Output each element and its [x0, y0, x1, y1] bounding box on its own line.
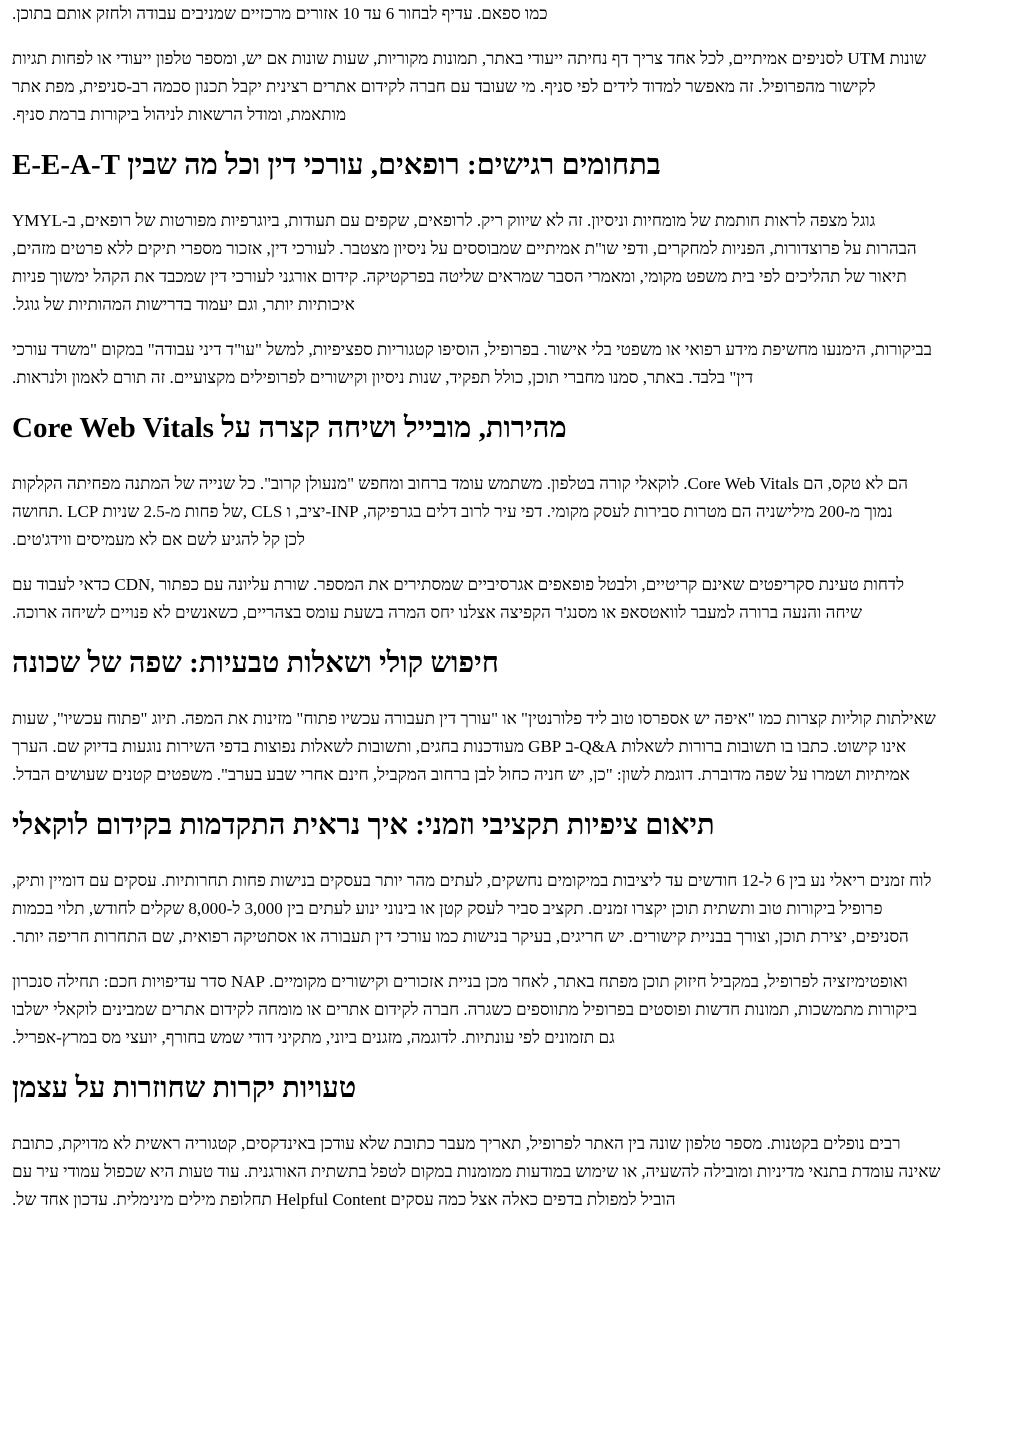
paragraph	[12, 470, 1012, 554]
paragraph-line: הבהרות על פרוצדורות, הפניות למחקרים, ודפי שו"ת אמיתיים שמבוססים על ניסיון מצטבר. לעורכי דין, אזכור מספרי תיקים ללא פרטים מזהים,	[12, 239, 917, 258]
paragraph-line: נמוך מ-200 מילישניה הם מטרות סבירות לעסק מקומי. דפי עיר לרוב דלים בגרפיקה, INP-יציב, ו CLS ,של פחות מ-2.5 שניות LCP .תחושה	[12, 502, 893, 521]
paragraph-line: לוח זמנים ריאלי נע בין 6 ל-12 חודשים עד ליציבות במיקומים נחשקים, לעתים מהר יותר בעסקים בנישות פחות תחרותיות. עסקים עם דומיין ותיק,	[12, 871, 932, 890]
paragraph-line: הסניפים, יצירת תוכן, וצורך בבניית קישורים. יש חריגים, בעיקר בנישות כמו עורכי דין תעבורה או אסתטיקה רפואית, שם התחרות חריפה יותר.	[12, 927, 909, 946]
paragraph-line: לדחות טעינת סקריפטים שאינם קריטיים, ולבטל פופאפים אגרסיביים שמסתירים את המספר. שורת עליונה עם כפתור ,CDN כדאי לעבוד עם	[12, 575, 905, 594]
section-heading: חיפוש קולי ושאלות טבעיות: שפה של שכונה	[12, 647, 499, 679]
paragraph-line: כמו ספאם. עדיף לבחור 6 עד 10 אזורים מרכזיים שמניבים עבודה ולחזק אותם בתוכן.	[12, 4, 548, 23]
paragraph	[12, 207, 1012, 319]
paragraph	[12, 571, 1012, 627]
paragraph-line: ואופטימיזציה לפרופיל, במקביל חיזוק תוכן מפתח באתר, לאחר מכן בניית אזכורים וקישורים מקומיים. NAP סדר עדיפויות חכם: תחילה סנכרון	[12, 972, 908, 991]
paragraph-line: ביקורות מתמשכות, תמונות חדשות ופוסטים בפרופיל מתווספים כשגרה. חברה לקידום אתרים או מומחה לקידום אתרים שמבינים לוקאלי ישלבו	[12, 1000, 918, 1019]
paragraph-line: לכן קל להגיע לשם אם לא מעמיסים ווידג'טים.	[12, 530, 305, 549]
paragraph	[12, 45, 1012, 129]
section-heading: בתחומים רגישים: רופאים, עורכי דין וכל מה שבין E-E-A-T	[12, 149, 661, 181]
paragraph-line: גוגל מצפה לראות חותמת של מומחיות וניסיון. זה לא שיווק ריק. לרופאים, שקפים עם תעודות, ביוגרפיות מפורטות של רופאים, ב-YMYL	[12, 211, 876, 230]
paragraph-line: הוביל למפולת בדפים כאלה אצל כמה עסקים Helpful Content תחלופת מילים מינימלית. עדכון אחד של.	[12, 1190, 676, 1209]
paragraph-line: שיחה והנעה ברורה למעבר לוואטסאפ או מסנג'ר הקפיצה אצלנו יחס המרה בשעת עומס בצהריים, כשאנשים לא פנויים לשיחה ארוכה.	[12, 603, 862, 622]
paragraph-line: בביקורות, הימנעו מחשיפת מידע רפואי או משפטי בלי אישור. בפרופיל, הוסיפו קטגוריות ספציפיות, למשל "עו"ד דיני עבודה" במקום "משרד עורכי	[12, 340, 932, 359]
paragraph-line: לקישור מהפרופיל. זה מאפשר למדוד לידים לפי סניף. מי שעובד עם חברה לקידום אתרים רצינית יקבל תכנון סכמה רב-סניפית, מפת אתר	[12, 77, 876, 96]
paragraph-line: איכותיות יותר, וגם יעמוד בדרישות המהותיות של גוגל.	[12, 295, 355, 314]
section-heading: טעויות יקרות שחוזרות על עצמן	[12, 1072, 357, 1104]
paragraph	[12, 0, 1012, 28]
paragraph-line: אינו קישוט. כתבו בו תשובות ברורות לשאלות Q&A-ב GBP מעודכנות בחגים, ותשובות לשאלות נפוצות בדפי השירות נוגעות בדיוק שם. הערך	[12, 737, 907, 756]
paragraph-line: מותאמת, ומודל הרשאות לניהול ביקורות ברמת סניף.	[12, 105, 347, 124]
paragraph-line: שאינה עומדת בתנאי מדיניות ומובילה להשעיה, או שימוש במודעות ממומנות במקום לטפל בתשתית האורגנית. עוד טעות היא שכפול עמודי עיר עם	[12, 1162, 941, 1181]
paragraph-line: שונות UTM לסניפים אמיתיים, לכל אחד צריך דף נחיתה ייעודי באתר, תמונות מקוריות, שעות שונות אם יש, ומספר טלפון ייעודי או לפחות תגיות	[12, 49, 927, 68]
paragraph-line: שאילתות קוליות קצרות כמו "איפה יש אספרסו טוב ליד פלורנטין" או "עורך דין תעבורה עכשיו פתוח" מזינות את המפה. תיוג "פתוח עכשיו", שעות	[12, 709, 936, 728]
paragraph-line: גם תזמונים לפי עונתיות. לדוגמה, מזגנים ביוני, מתקיני דודי שמש בחורף, יועצי מס במרץ-אפריל.	[12, 1028, 615, 1047]
paragraph-line: דין" בלבד. באתר, סמנו מחברי תוכן, כולל תפקיד, שנות ניסיון וקישורים לפרופילים מקצועיים. זה תורם לאמון ולנראות.	[12, 368, 754, 387]
paragraph-line: אמיתיות ושמרו על שפה מדוברת. דוגמת לשון: "כן, יש חניה כחול לבן ברחוב המקביל, חינם אחרי שבע בערב". משפטים קטנים שעושים הבדל.	[12, 765, 910, 784]
paragraph	[12, 336, 1012, 392]
paragraph-line: הם לא טקס, הם Core Web Vitals. לוקאלי קורה בטלפון. משתמש עומד ברחוב ומחפש "מנעולן קרוב". כל שנייה של המתנה מפחיתה הקלקות	[12, 474, 909, 493]
paragraph-line: רבים נופלים בקטנות. מספר טלפון שונה בין האתר לפרופיל, תאריך מעבר כתובת שלא עודכן באינדקסים, קטגוריה ראשית לא מדויקת, כתובת	[12, 1134, 901, 1153]
section-heading: תיאום ציפיות תקציבי וזמני: איך נראית התקדמות בקידום לוקאלי	[12, 809, 715, 841]
paragraph	[12, 1130, 1012, 1214]
section-heading: מהירות, מובייל ושיחה קצרה על Core Web Vitals	[12, 412, 567, 444]
paragraph-line: פרופיל ביקורות טוב ותשתית תוכן יקצרו זמנים. תקציב סביר לעסק קטן או בינוני ינוע לעתים בין 3,000 ל-8,000 שקלים לחודש, תלוי בכמות	[12, 899, 883, 918]
paragraph	[12, 705, 1012, 789]
paragraph	[12, 968, 1012, 1052]
paragraph-line: תיאור של תהליכים לפי בית משפט מקומי, ומאמרי הסבר שמראים שליטה בפרקטיקה. קידום אורגני לעורכי דין שמכבד את הקהל ימשוך פניות	[12, 267, 907, 286]
paragraph	[12, 867, 1012, 951]
